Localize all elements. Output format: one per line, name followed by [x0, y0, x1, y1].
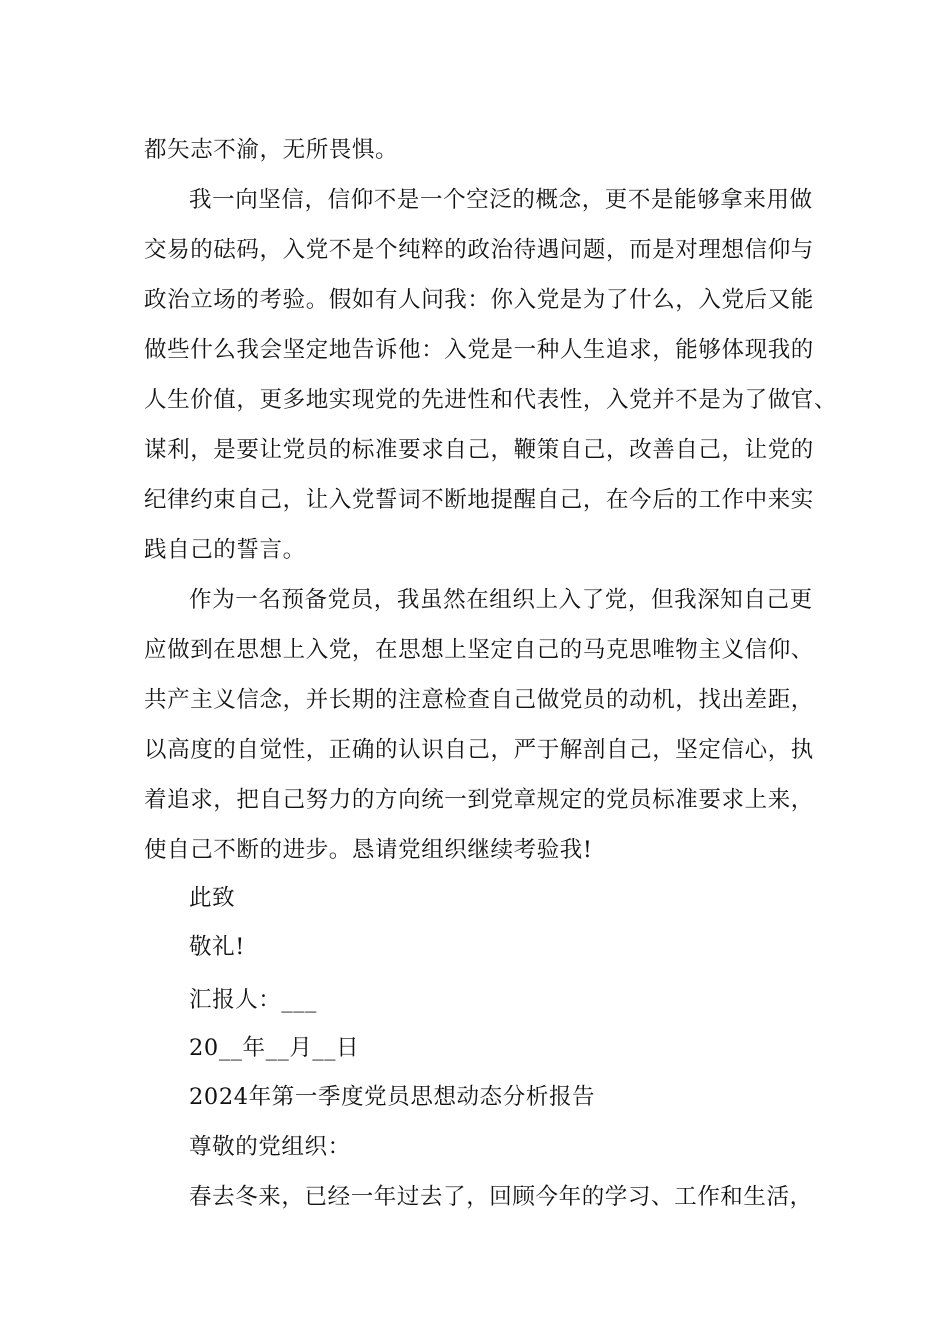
text-line: 纪律约束自己，让入党誓词不断地提醒自己，在今后的工作中来实 — [144, 487, 814, 513]
report-title: 2024年第一季度党员思想动态分析报告 — [189, 1084, 596, 1110]
text-line: 政治立场的考验。假如有人问我：你入党是为了什么，入党后又能 — [144, 287, 814, 313]
text-line: 交易的砝码，入党不是个纯粹的政治待遇问题，而是对理想信仰与 — [144, 237, 814, 263]
text-line: 使自己不断的进步。恳请党组织继续考验我! — [144, 837, 593, 863]
text-line: 应做到在思想上入党，在思想上坚定自己的马克思唯物主义信仰、 — [144, 637, 814, 663]
text-line: 以高度的自觉性，正确的认识自己，严于解剖自己，坚定信心，执 — [144, 737, 814, 763]
text-line: 共产主义信念，并长期的注意检查自己做党员的动机，找出差距， — [144, 687, 814, 713]
text-line: 践自己的誓言。 — [144, 537, 306, 563]
reporter-line: 汇报人：___ — [189, 987, 317, 1013]
text-line: 做些什么我会坚定地告诉他：入党是一种人生追求，能够体现我的 — [144, 337, 814, 363]
text-line: 作为一名预备党员，我虽然在组织上入了党，但我深知自己更 — [189, 587, 813, 613]
greeting-line: 尊敬的党组织： — [189, 1134, 351, 1160]
text-line: 人生价值，更多地实现党的先进性和代表性，入党并不是为了做官、 — [144, 387, 838, 413]
text-line: 都矢志不渝，无所畏惧。 — [144, 137, 399, 163]
date-line: 20__年__月__日 — [189, 1035, 360, 1061]
text-line: 春去冬来，已经一年过去了，回顾今年的学习、工作和生活， — [189, 1184, 813, 1210]
closing-salutation: 此致 — [189, 885, 236, 911]
text-line: 我一向坚信，信仰不是一个空泛的概念，更不是能够拿来用做 — [189, 187, 813, 213]
text-line: 着追求，把自己努力的方向统一到党章规定的党员标准要求上来， — [144, 787, 814, 813]
closing-regards: 敬礼! — [189, 934, 245, 960]
text-line: 谋利，是要让党员的标准要求自己，鞭策自己，改善自己，让党的 — [144, 437, 814, 463]
